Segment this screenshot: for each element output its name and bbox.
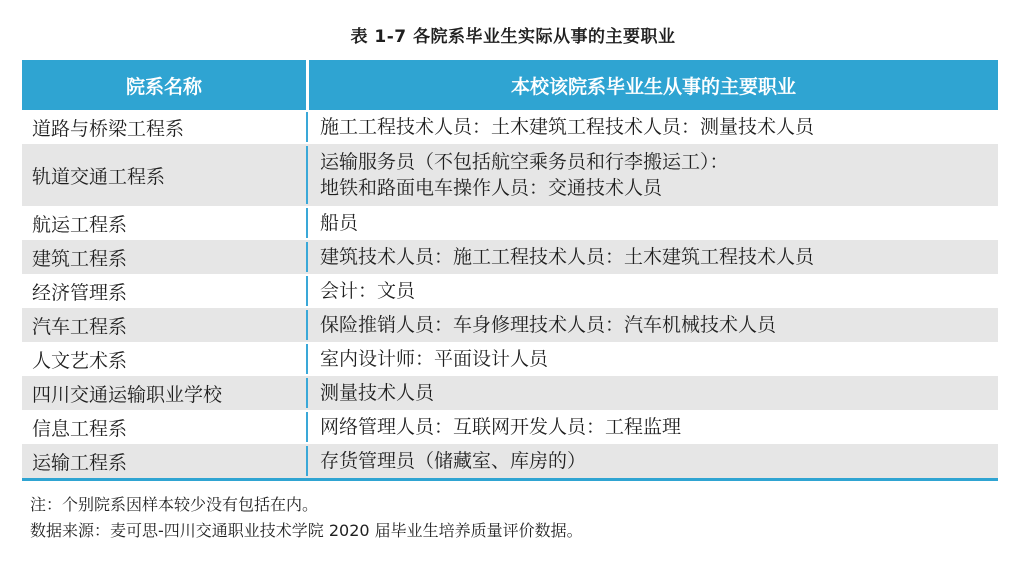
occupation-cell — [306, 112, 998, 142]
occupation-line: 会计：文员 — [320, 280, 416, 302]
note-source: 数据来源：麦可思-四川交通职业技术学院 2020 届毕业生培养质量评价数据。 — [30, 521, 583, 540]
occupation-cell — [306, 412, 998, 442]
table-caption: 表 1-7 各院系毕业生实际从事的主要职业 — [350, 27, 676, 47]
department-cell: 轨道交通工程系 — [32, 165, 166, 188]
occupation-line: 测量技术人员 — [320, 382, 435, 404]
table-notes — [30, 492, 583, 544]
occupation-cell — [306, 276, 998, 306]
occupation-line: 室内设计师：平面设计人员 — [320, 348, 549, 370]
department-cell: 信息工程系 — [32, 417, 128, 440]
occupation-line: 船员 — [320, 212, 359, 234]
occupation-cell — [306, 446, 998, 476]
occupation-cell — [306, 146, 998, 204]
department-cell: 四川交通运输职业学校 — [32, 383, 223, 406]
table-bottom-rule — [22, 478, 998, 481]
occupation-table — [22, 60, 998, 481]
table-header — [22, 60, 998, 110]
table-row — [22, 110, 998, 144]
table-row — [22, 206, 998, 240]
header-department: 院系名称 — [125, 75, 202, 98]
occupation-cell — [306, 242, 998, 272]
occupation-line: 存货管理员（储藏室、库房的） — [320, 450, 587, 472]
occupation-cell — [306, 344, 998, 374]
department-cell: 汽车工程系 — [32, 315, 128, 338]
occupation-cell — [306, 310, 998, 340]
department-cell: 航运工程系 — [32, 213, 128, 236]
table-row — [22, 342, 998, 376]
table-row — [22, 308, 998, 342]
occupation-cell — [306, 378, 998, 408]
department-cell: 建筑工程系 — [32, 247, 128, 270]
occupation-line: 建筑技术人员：施工工程技术人员：土木建筑工程技术人员 — [320, 246, 815, 268]
table-body — [22, 110, 998, 478]
table-row — [22, 444, 998, 478]
table-row — [22, 376, 998, 410]
department-cell: 运输工程系 — [32, 451, 128, 474]
occupation-line: 保险推销人员：车身修理技术人员：汽车机械技术人员 — [320, 314, 777, 336]
occupation-line: 施工工程技术人员：土木建筑工程技术人员：测量技术人员 — [320, 116, 815, 138]
table-row — [22, 410, 998, 444]
table-row — [22, 144, 998, 206]
occupation-line: 运输服务员（不包括航空乘务员和行李搬运工）： — [320, 151, 729, 173]
note-sample: 注：个别院系因样本较少没有包括在内。 — [30, 495, 319, 514]
department-cell: 道路与桥梁工程系 — [32, 117, 185, 140]
header-occupations: 本校该院系毕业生从事的主要职业 — [510, 75, 796, 98]
table-row — [22, 274, 998, 308]
occupation-line: 网络管理人员：互联网开发人员：工程监理 — [320, 416, 682, 438]
occupation-line: 地铁和路面电车操作人员：交通技术人员 — [320, 177, 663, 199]
occupation-cell — [306, 208, 998, 238]
department-cell: 经济管理系 — [32, 281, 128, 304]
table-row — [22, 240, 998, 274]
department-cell: 人文艺术系 — [32, 349, 128, 372]
